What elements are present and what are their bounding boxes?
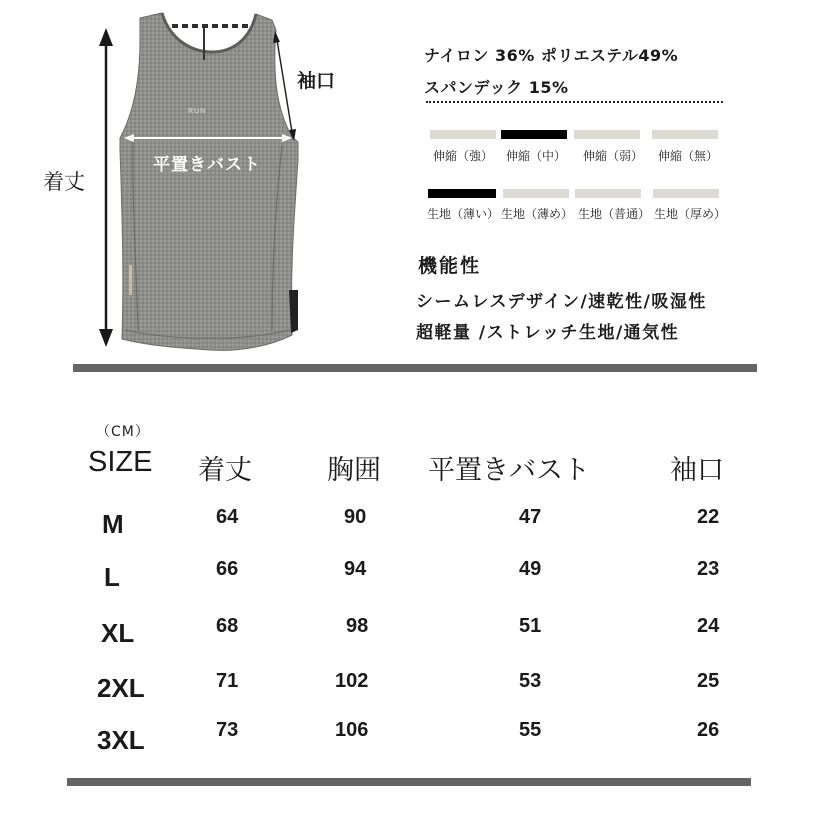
stretch-label-strong: 伸縮（強） <box>432 149 493 163</box>
length-cell: 68 <box>216 615 239 637</box>
garment-illustration <box>0 0 821 370</box>
thickness-bar-thin <box>428 189 496 198</box>
thickness-label-normal: 生地（普通） <box>577 207 650 221</box>
length-label: 着丈 <box>43 170 85 194</box>
length-cell: 64 <box>216 506 239 528</box>
features-line-2: 超軽量 /ストレッチ生地/通気性 <box>416 323 680 343</box>
stretch-bar-medium <box>501 130 567 139</box>
bust-cell: 55 <box>519 719 542 741</box>
length-arrow <box>99 28 113 347</box>
chest-logo: RUN <box>188 108 207 115</box>
armhole-cell: 26 <box>697 719 720 741</box>
chest-cell: 94 <box>344 558 367 580</box>
side-logo-trim <box>129 265 132 295</box>
length-cell: 73 <box>216 719 239 741</box>
unit-label: （CM） <box>96 424 150 440</box>
thickness-bar-thinner <box>503 189 569 198</box>
thickness-bar-normal <box>575 189 641 198</box>
armhole-cell: 23 <box>697 558 720 580</box>
material-line-2: スパンデック 15% <box>424 78 569 97</box>
thickness-label-thin: 生地（薄い） <box>426 207 499 221</box>
stretch-bar-weak <box>574 130 640 139</box>
stretch-label-medium: 伸縮（中） <box>505 149 566 163</box>
section-divider-bottom <box>67 778 751 786</box>
armhole-label: 袖口 <box>297 70 336 92</box>
stretch-bar-none <box>652 130 718 139</box>
stretch-bar-strong <box>430 130 496 139</box>
header-armhole: 袖口 <box>670 455 724 486</box>
armhole-cell: 25 <box>697 670 720 692</box>
armhole-cell: 24 <box>697 615 720 637</box>
material-divider <box>426 101 723 103</box>
thickness-label-thinner: 生地（薄め） <box>500 207 573 221</box>
header-length: 着丈 <box>198 455 252 486</box>
features-title: 機能性 <box>418 255 482 277</box>
chest-cell: 98 <box>346 615 369 637</box>
size-cell: 3XL <box>97 725 145 755</box>
section-divider-top <box>73 364 757 372</box>
stretch-label-weak: 伸縮（弱） <box>582 149 643 163</box>
chest-cell: 102 <box>335 670 369 692</box>
size-cell: 2XL <box>97 673 145 703</box>
bust-label: 平置きバスト <box>153 155 261 175</box>
size-cell: L <box>104 562 120 592</box>
bust-cell: 53 <box>519 670 542 692</box>
length-cell: 71 <box>216 670 239 692</box>
size-cell: XL <box>101 618 135 648</box>
length-cell: 66 <box>216 558 239 580</box>
armhole-cell: 22 <box>697 506 720 528</box>
size-cell: M <box>102 509 124 539</box>
header-size: SIZE <box>88 446 153 478</box>
bust-cell: 49 <box>519 558 542 580</box>
chest-cell: 106 <box>335 719 369 741</box>
features-line-1: シームレスデザイン/速乾性/吸湿性 <box>416 292 707 312</box>
tank-top-shape <box>120 13 298 350</box>
stretch-label-none: 伸縮（無） <box>657 149 718 163</box>
header-chest: 胸囲 <box>327 455 381 486</box>
bust-cell: 47 <box>519 506 542 528</box>
header-bust: 平置きバスト <box>428 455 590 486</box>
bust-cell: 51 <box>519 615 542 637</box>
thickness-label-thick: 生地（厚め） <box>653 207 726 221</box>
material-line-1: ナイロン 36% ポリエステル49% <box>424 46 679 65</box>
chest-cell: 90 <box>344 506 367 528</box>
thickness-bar-thick <box>653 189 719 198</box>
